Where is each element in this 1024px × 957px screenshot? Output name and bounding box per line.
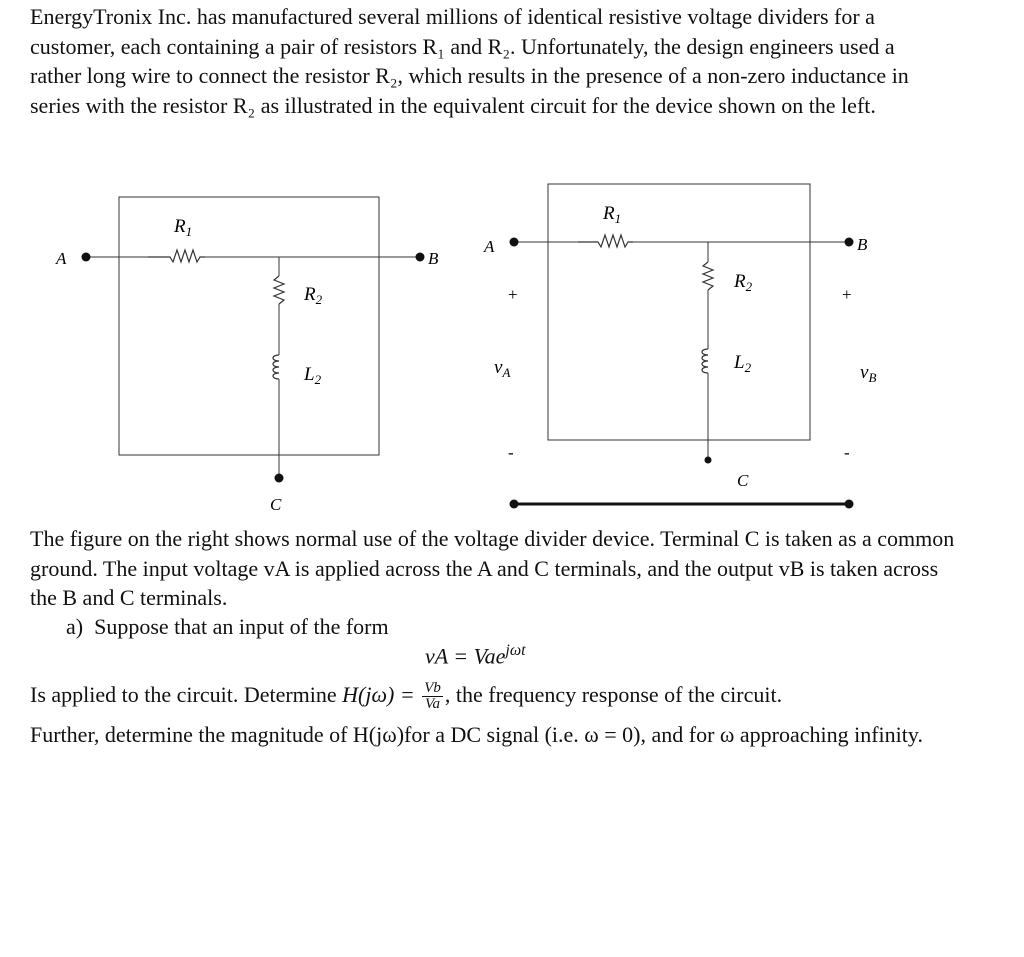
h-denominator: Va xyxy=(425,696,441,713)
right-ground-right-dot xyxy=(845,500,854,509)
left-r2-label: $R_2$ xyxy=(304,284,323,307)
h-numerator: Vb xyxy=(424,680,441,697)
part-a-prompt xyxy=(66,612,389,642)
left-terminal-c-label: C xyxy=(270,495,282,514)
right-terminal-b-dot xyxy=(845,238,854,247)
input-equation-exponent: jωt xyxy=(505,642,526,659)
right-ground-left-dot xyxy=(510,500,519,509)
frequency-response-line xyxy=(30,680,960,712)
right-va-label: $v_A$ xyxy=(494,357,511,380)
right-plus-a: + xyxy=(508,285,518,304)
right-l2-inductor xyxy=(702,349,708,373)
input-equation: vA = Vae$^{j\omega t}$ xyxy=(425,642,526,669)
left-l2-inductor xyxy=(273,355,279,379)
left-circuit-diagram xyxy=(0,180,460,520)
left-r2-resistor xyxy=(274,276,284,304)
right-terminal-c-label: C xyxy=(737,471,749,490)
left-terminal-b-dot xyxy=(416,253,425,262)
right-device-box xyxy=(548,184,810,440)
part-a-prompt-text: Suppose that an input of the form xyxy=(94,614,389,639)
right-r2-resistor xyxy=(703,262,713,290)
right-plus-b: + xyxy=(842,285,852,304)
h-fraction xyxy=(422,681,443,712)
input-equation-lhs: vA = Va xyxy=(425,643,496,669)
right-vb-label: $v_B$ xyxy=(860,362,877,385)
intro-paragraph: EnergyTronix Inc. has manufactured several millions of identical resistive voltage dividers for a customer, each containing a pair of resistors R₁ and R₂. Unfortunately, the design engineers used a rather long wire to connect the resistor R₂, which results in the presence of a non-zero inductance in series with the resistor R₂ as illustrated in the equivalent circuit for the device shown on the left. xyxy=(30,4,909,118)
h-line-end: , the frequency response of the circuit. xyxy=(444,682,783,707)
further-paragraph: Further, determine the magnitude of H(jω)for a DC signal (i.e. ω = 0), and for ω approaching infinity. xyxy=(30,722,923,747)
right-terminal-a-dot xyxy=(510,238,519,247)
right-r1-resistor xyxy=(578,235,633,247)
right-terminal-a-label: A xyxy=(484,237,495,256)
h-function: H(jω) = xyxy=(342,682,415,707)
left-device-box xyxy=(119,197,379,455)
right-r2-label: $R_2$ xyxy=(734,271,753,294)
usage-paragraph: The figure on the right shows normal use of the voltage divider device. Terminal C is taken as a common ground. The input voltage vA is applied across the A and C terminals, and the output vB is taken across the B and C terminals. xyxy=(30,526,955,610)
h-line-start: Is applied to the circuit. Determine xyxy=(30,682,337,707)
part-a-label: a) xyxy=(66,614,84,639)
left-terminal-c-dot xyxy=(275,474,284,483)
right-minus-a: - xyxy=(508,443,514,462)
left-terminal-a-dot xyxy=(82,253,91,262)
right-l2-label: $L_2$ xyxy=(734,352,752,375)
right-circuit-diagram xyxy=(460,170,880,520)
left-l2-label: $L_2$ xyxy=(304,364,322,387)
left-r1-label: $R_1$ xyxy=(174,216,193,239)
right-junction-dot xyxy=(705,457,712,464)
right-r1-label: $R_1$ xyxy=(603,203,622,226)
right-minus-b: - xyxy=(844,443,850,462)
right-terminal-b-label: B xyxy=(857,235,868,254)
left-r1-resistor xyxy=(148,250,205,262)
left-terminal-b-label: B xyxy=(428,249,439,268)
left-terminal-a-label: A xyxy=(56,249,67,268)
